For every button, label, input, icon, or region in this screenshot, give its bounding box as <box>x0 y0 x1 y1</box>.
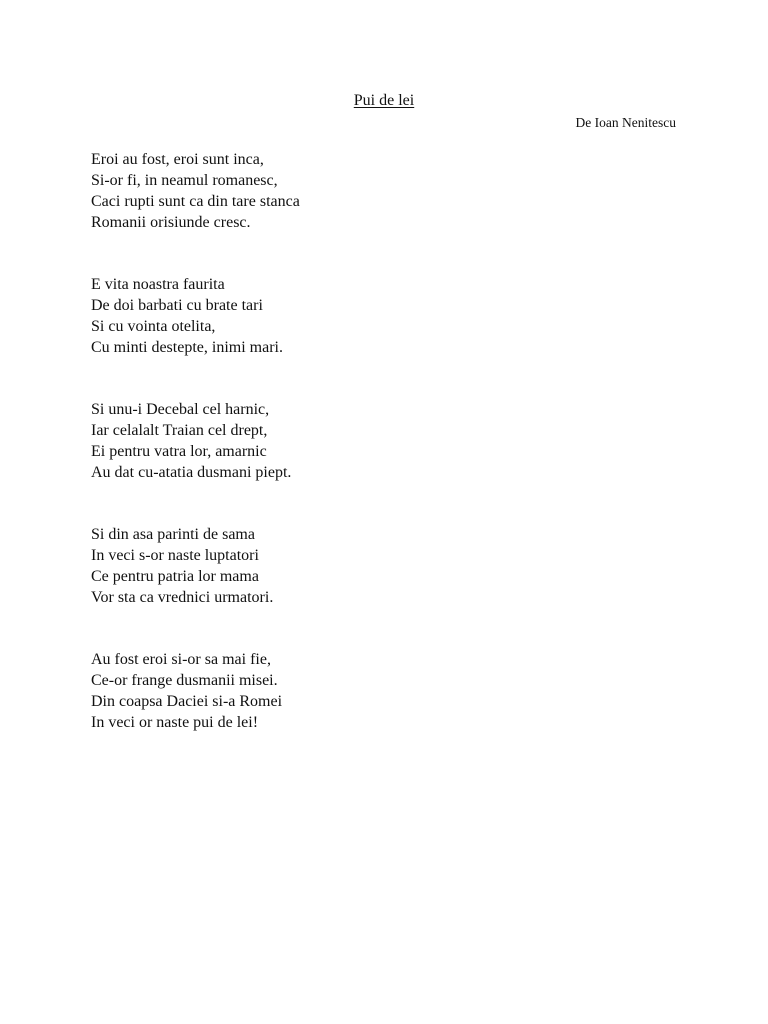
poem-line: Din coapsa Daciei si-a Romei <box>91 693 283 710</box>
stanza <box>91 149 691 233</box>
poem-line: Ei pentru vatra lor, amarnic <box>91 443 267 460</box>
poem-line: Romanii orisiunde cresc. <box>91 214 251 231</box>
stanza <box>91 274 691 358</box>
poem-title-text: Pui de lei <box>353 92 415 109</box>
poem-body <box>91 149 691 774</box>
poem-line: Iar celalalt Traian cel drept, <box>91 422 268 439</box>
poem-line: Cu minti destepte, inimi mari. <box>91 339 283 356</box>
poem-line: Ce pentru patria lor mama <box>91 568 259 585</box>
poem-line: Si unu-i Decebal cel harnic, <box>91 401 270 418</box>
poem-line: Caci rupti sunt ca din tare stanca <box>91 193 300 210</box>
poem-line: In veci or naste pui de lei! <box>91 714 259 731</box>
poem-line: Au dat cu-atatia dusmani piept. <box>91 464 292 481</box>
poem-line: In veci s-or naste luptatori <box>91 547 259 564</box>
poem-line: Si din asa parinti de sama <box>91 526 255 543</box>
stanza <box>91 649 691 733</box>
poem-line: Au fost eroi si-or sa mai fie, <box>91 651 271 668</box>
poem-title <box>0 91 768 111</box>
poem-line: De doi barbati cu brate tari <box>91 297 263 314</box>
poem-author: De Ioan Nenitescu <box>575 115 676 130</box>
stanza <box>91 399 691 483</box>
poem-line: Eroi au fost, eroi sunt inca, <box>91 151 264 168</box>
poem-line: E vita noastra faurita <box>91 276 225 293</box>
poem-line: Si-or fi, in neamul romanesc, <box>91 172 278 189</box>
poem-line: Si cu vointa otelita, <box>91 318 216 335</box>
stanza <box>91 524 691 608</box>
poem-line: Vor sta ca vrednici urmatori. <box>91 589 274 606</box>
poem-line: Ce-or frange dusmanii misei. <box>91 672 278 689</box>
